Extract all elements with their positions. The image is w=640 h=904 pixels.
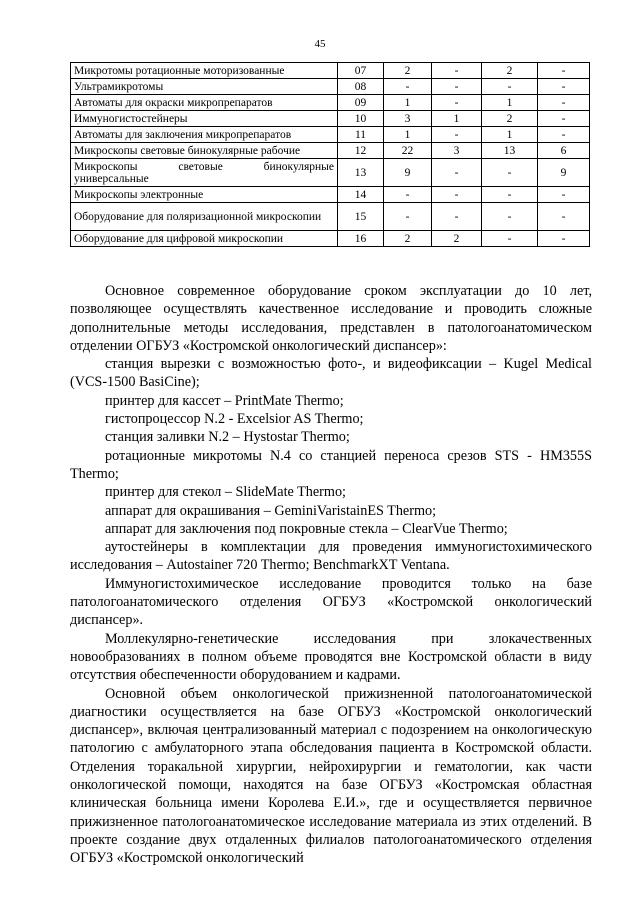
table-cell-name: Микроскопы световые бинокулярные универсальные bbox=[71, 159, 338, 187]
table-cell-value: 22 bbox=[384, 143, 432, 159]
table-cell-value: - bbox=[538, 63, 590, 79]
table-cell-value: - bbox=[432, 127, 482, 143]
table-cell-code: 16 bbox=[338, 231, 384, 247]
table-cell-value: 2 bbox=[482, 111, 538, 127]
table-cell-code: 14 bbox=[338, 187, 384, 203]
table-cell-code: 15 bbox=[338, 203, 384, 231]
table-cell-value: 1 bbox=[384, 127, 432, 143]
paragraph: Иммуногистохимическое исследование проводится только на базе патологоанатомического отделения ОГБУЗ «Костромской онкологический диспансер». bbox=[70, 575, 592, 629]
table-cell-value: - bbox=[432, 95, 482, 111]
table-cell-name: Автоматы для заключения микропрепаратов bbox=[71, 127, 338, 143]
body-text bbox=[70, 282, 592, 868]
list-item: аутостейнеры в комплектации для проведения иммуногистохимического исследования – Autostainer 720 Thermo; BenchmarkXT Ventana. bbox=[70, 539, 592, 574]
table-cell-value: - bbox=[538, 95, 590, 111]
table-cell-value: - bbox=[482, 231, 538, 247]
table-cell-value: - bbox=[482, 159, 538, 187]
list-item: станция вырезки с возможностью фото-, и видеофиксации – Kugel Medical (VCS-1500 BasiCine); bbox=[70, 356, 592, 391]
table-cell-value: 13 bbox=[482, 143, 538, 159]
list-item: станция заливки N.2 – Hystostar Thermo; bbox=[105, 429, 350, 446]
table-cell-value: - bbox=[482, 203, 538, 231]
list-item: принтер для стекол – SlideMate Thermo; bbox=[105, 484, 346, 501]
table-row bbox=[71, 231, 590, 247]
table-cell-value: - bbox=[432, 79, 482, 95]
table-cell-name: Иммуногистостейнеры bbox=[71, 111, 338, 127]
table-cell-name: Оборудование для поляризационной микроскопии bbox=[71, 203, 338, 231]
page-number: 45 bbox=[314, 38, 326, 50]
table-cell-value: - bbox=[538, 231, 590, 247]
table-cell-value: - bbox=[384, 79, 432, 95]
list-item: аппарат для окрашивания – GeminiVaristainES Thermo; bbox=[105, 502, 437, 519]
table-cell-value: - bbox=[538, 111, 590, 127]
table-row bbox=[71, 187, 590, 203]
table-cell-value: - bbox=[482, 187, 538, 203]
table-cell-name: Оборудование для цифровой микроскопии bbox=[71, 231, 338, 247]
table-cell-code: 11 bbox=[338, 127, 384, 143]
table-cell-value: - bbox=[538, 203, 590, 231]
table-cell-value: 2 bbox=[384, 63, 432, 79]
table-cell-code: 10 bbox=[338, 111, 384, 127]
table-cell-code: 12 bbox=[338, 143, 384, 159]
table-cell-value: 1 bbox=[384, 95, 432, 111]
table-row bbox=[71, 127, 590, 143]
table-row bbox=[71, 143, 590, 159]
table-cell-value: 9 bbox=[384, 159, 432, 187]
equipment-table bbox=[70, 62, 590, 247]
table-cell-value: - bbox=[482, 79, 538, 95]
table-cell-code: 13 bbox=[338, 159, 384, 187]
table-row bbox=[71, 111, 590, 127]
table-cell-code: 07 bbox=[338, 63, 384, 79]
table-cell-value: 1 bbox=[482, 127, 538, 143]
table-cell-value: - bbox=[384, 187, 432, 203]
table-cell-name: Микроскопы электронные bbox=[71, 187, 338, 203]
table-row bbox=[71, 79, 590, 95]
table-cell-value: - bbox=[384, 203, 432, 231]
table-cell-value: - bbox=[432, 159, 482, 187]
table-cell-name: Микротомы ротационные моторизованные bbox=[71, 63, 338, 79]
table-cell-value: - bbox=[432, 203, 482, 231]
table-cell-value: - bbox=[538, 127, 590, 143]
table-cell-value: 3 bbox=[384, 111, 432, 127]
paragraph: Моллекулярно-генетические исследования при злокачественных новообразованиях в полном объеме проводятся вне Костромской области в виду отсутствия обеспеченности оборудованием и кадрами. bbox=[70, 630, 592, 684]
table-cell-value: - bbox=[432, 63, 482, 79]
table-cell-value: 9 bbox=[538, 159, 590, 187]
table-cell-code: 09 bbox=[338, 95, 384, 111]
table-cell-value: 2 bbox=[384, 231, 432, 247]
table-row bbox=[71, 63, 590, 79]
table-cell-name: Микроскопы световые бинокулярные рабочие bbox=[71, 143, 338, 159]
list-item: принтер для кассет – PrintMate Thermo; bbox=[105, 392, 344, 409]
list-item: гистопроцессор N.2 - Excelsior AS Thermo; bbox=[105, 411, 364, 428]
table-cell-value: 3 bbox=[432, 143, 482, 159]
table-row bbox=[71, 95, 590, 111]
list-item: аппарат для заключения под покровные стекла – ClearVue Thermo; bbox=[105, 520, 508, 537]
table-cell-value: - bbox=[538, 79, 590, 95]
table-cell-value: - bbox=[538, 187, 590, 203]
table-cell-value: 1 bbox=[432, 111, 482, 127]
table-cell-value: 2 bbox=[432, 231, 482, 247]
table-cell-value: 6 bbox=[538, 143, 590, 159]
table-cell-value: - bbox=[432, 187, 482, 203]
table-row bbox=[71, 159, 590, 187]
table-cell-code: 08 bbox=[338, 79, 384, 95]
table-cell-value: 1 bbox=[482, 95, 538, 111]
table-cell-name: Ультрамикротомы bbox=[71, 79, 338, 95]
table-cell-name: Автоматы для окраски микропрепаратов bbox=[71, 95, 338, 111]
table-cell-value: 2 bbox=[482, 63, 538, 79]
paragraph: Основной объем онкологической прижизненной патологоанатомической диагностики осуществляется на базе ОГБУЗ «Костромской онкологический диспансер», включая централизованный материал с подозрением на онкологическую патологию с амбулаторного этапа обследования пациента в Костромской области. Отделения торакальной хирургии, нейрохирургии и гематологии, как части онкологической помощи, находятся на базе ОГБУЗ «Костромская областная клиническая больница имени Королева Е.И.», где и осуществляется первичное прижизненное патологоанатомическое исследование материала из этих отделений. В проекте создание двух отдаленных филиалов патологоанатомического отделения ОГБУЗ «Костромской онкологический bbox=[70, 685, 592, 867]
list-item: ротационные микротомы N.4 со станцией переноса срезов STS - HM355S Thermo; bbox=[70, 447, 592, 482]
paragraph: Основное современное оборудование сроком эксплуатации до 10 лет, позволяющее осуществлять качественное исследование и проводить сложные дополнительные методы исследования, представлен в патологоанатомическом отделении ОГБУЗ «Костромской онкологический диспансер»: bbox=[70, 283, 592, 354]
table-row bbox=[71, 203, 590, 231]
